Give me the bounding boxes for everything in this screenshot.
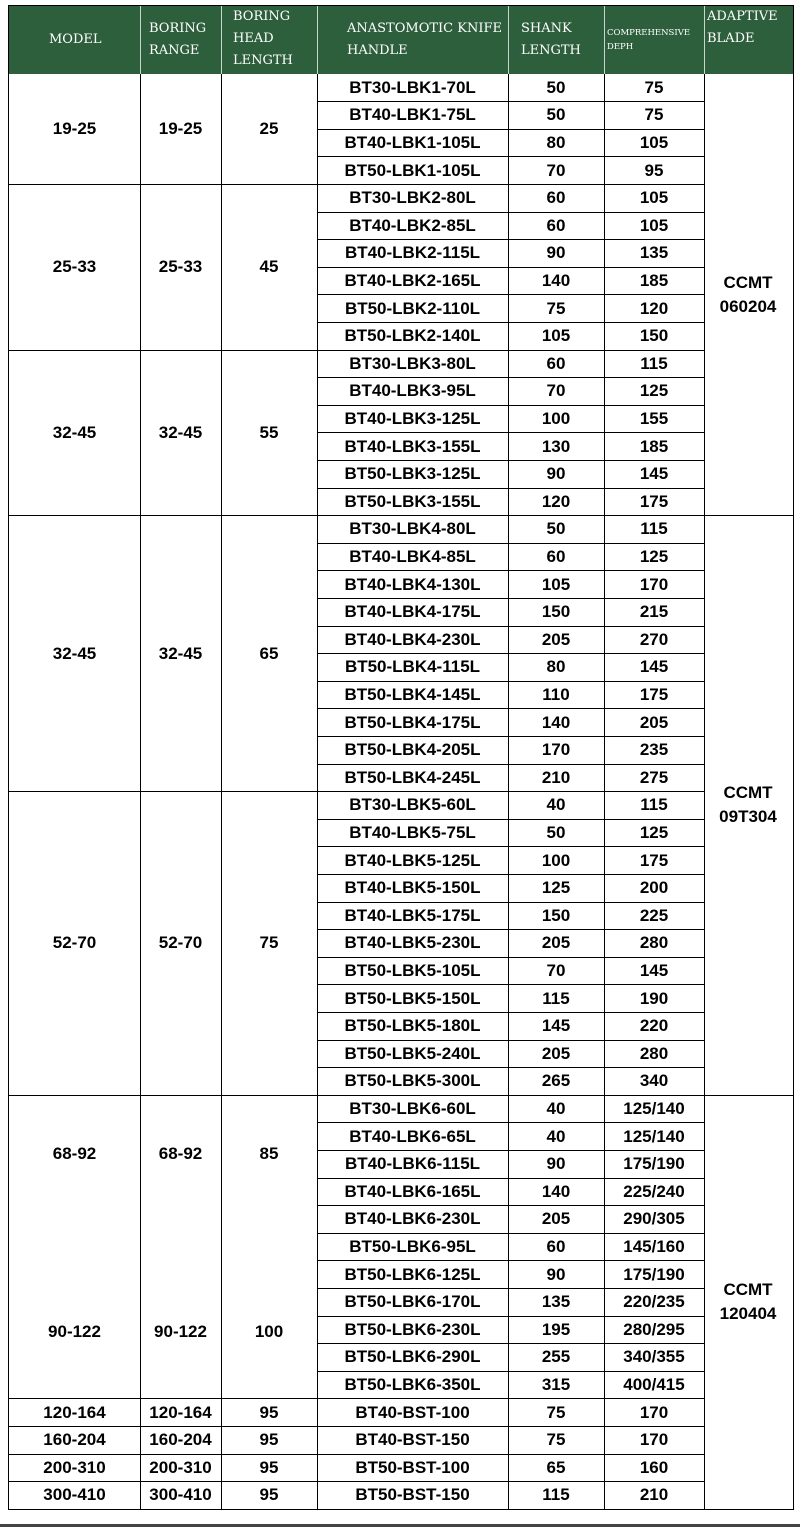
- knife-handle-cell: BT40-LBK3-155L: [344, 436, 481, 456]
- depth-cell: 150: [639, 326, 669, 346]
- knife-handle-cell: BT30-LBK1-70L: [349, 77, 476, 97]
- knife-handle-cell: BT50-BST-150: [355, 1485, 470, 1505]
- shank-length-cell: 70: [546, 961, 566, 980]
- column-divider: [140, 74, 141, 1509]
- model-cell: 52-70: [52, 933, 97, 953]
- knife-handle-cell: BT50-LBK5-105L: [344, 961, 481, 980]
- shank-length-cell: 60: [546, 188, 566, 208]
- knife-handle-cell: BT40-LBK6-65L: [349, 1126, 476, 1146]
- boring-range-cell: 160-204: [149, 1430, 212, 1450]
- knife-handle-cell: BT40-LBK3-125L: [344, 409, 481, 428]
- shank-length-cell: 150: [541, 905, 571, 925]
- row-divider: [317, 764, 704, 765]
- depth-cell: 175: [639, 850, 669, 870]
- column-divider: [508, 74, 509, 1509]
- knife-handle-cell: BT40-LBK6-115L: [344, 1154, 481, 1174]
- knife-handle-cell: BT40-LBK6-165L: [344, 1181, 481, 1201]
- knife-handle-cell: BT40-LBK5-230L: [344, 933, 481, 953]
- shank-length-cell: 80: [546, 133, 566, 152]
- depth-cell: 95: [644, 160, 664, 180]
- depth-cell: 280/295: [623, 1319, 685, 1339]
- row-divider: [317, 267, 704, 268]
- head-length-cell: 95: [259, 1430, 279, 1450]
- depth-cell: 145: [639, 657, 669, 677]
- head-length-cell: 85: [259, 1144, 279, 1164]
- shank-length-cell: 105: [541, 574, 571, 594]
- shank-length-cell: 50: [546, 77, 566, 97]
- shank-length-cell: 120: [541, 491, 571, 511]
- knife-handle-cell: BT50-LBK6-290L: [344, 1347, 481, 1367]
- depth-cell: 105: [639, 215, 669, 235]
- knife-handle-cell: BT50-LBK3-155L: [344, 491, 481, 511]
- depth-cell: 175/190: [623, 1264, 685, 1284]
- knife-handle-cell: BT40-BST-100: [355, 1402, 470, 1422]
- shank-length-cell: 40: [546, 1099, 566, 1118]
- depth-cell: 145: [639, 961, 669, 980]
- blade-code-line2: 09T304: [719, 807, 777, 827]
- depth-cell: 290/305: [623, 1209, 685, 1229]
- depth-cell: 125/140: [623, 1099, 685, 1118]
- model-cell: 68-92: [52, 1144, 97, 1164]
- knife-handle-cell: BT40-LBK5-150L: [344, 878, 481, 898]
- row-divider: [317, 1371, 704, 1372]
- boring-range-cell: 90-122: [154, 1322, 207, 1342]
- model-cell: 300-410: [43, 1485, 106, 1505]
- depth-cell: 235: [639, 740, 669, 760]
- table-header: [9, 6, 793, 74]
- shank-length-cell: 50: [546, 519, 566, 539]
- knife-handle-cell: BT50-LBK6-125L: [344, 1264, 481, 1284]
- shank-length-cell: 315: [541, 1375, 571, 1394]
- header-divider: [317, 6, 318, 74]
- shank-length-cell: 145: [541, 1016, 571, 1036]
- knife-handle-cell: BT40-BST-150: [355, 1430, 470, 1450]
- depth-cell: 210: [639, 1485, 669, 1505]
- shank-length-cell: 140: [541, 712, 571, 732]
- shank-length-cell: 70: [546, 381, 566, 401]
- blade-code-line2: 120404: [719, 1304, 777, 1324]
- row-divider: [317, 1150, 704, 1151]
- header-boring-range: BORING RANGE: [149, 21, 207, 58]
- shank-length-cell: 65: [546, 1457, 566, 1477]
- shank-length-cell: 90: [546, 243, 566, 263]
- row-divider: [317, 681, 704, 682]
- row-divider: [317, 488, 704, 489]
- row-divider: [704, 1095, 793, 1096]
- header-divider: [508, 6, 509, 74]
- row-divider: [317, 1178, 704, 1179]
- row-divider: [317, 570, 704, 571]
- depth-cell: 135: [639, 243, 669, 263]
- boring-range-cell: 120-164: [149, 1402, 212, 1422]
- model-cell: 200-310: [43, 1457, 106, 1477]
- depth-cell: 220: [639, 1016, 669, 1036]
- depth-cell: 155: [639, 409, 669, 428]
- shank-length-cell: 60: [546, 353, 566, 373]
- shank-length-cell: 90: [546, 464, 566, 484]
- knife-handle-cell: BT50-BST-100: [355, 1457, 470, 1477]
- depth-cell: 205: [639, 712, 669, 732]
- shank-length-cell: 110: [542, 685, 570, 704]
- header-depth: COMPREHENSIVE DEPH: [607, 28, 691, 52]
- knife-handle-cell: BT50-LBK5-300L: [344, 1071, 481, 1091]
- knife-handle-cell: BT40-LBK2-85L: [349, 215, 476, 235]
- depth-cell: 105: [639, 188, 669, 208]
- head-length-cell: 95: [259, 1485, 279, 1505]
- shank-length-cell: 140: [541, 1181, 571, 1201]
- knife-handle-cell: BT50-LBK2-110L: [344, 298, 481, 318]
- boring-range-cell: 32-45: [158, 643, 203, 663]
- knife-handle-cell: BT50-LBK6-170L: [344, 1292, 481, 1312]
- knife-handle-cell: BT40-LBK5-175L: [344, 905, 481, 925]
- shank-length-cell: 50: [546, 105, 566, 125]
- depth-cell: 75: [644, 77, 664, 97]
- row-divider: [317, 598, 704, 599]
- model-cell: 32-45: [52, 422, 97, 442]
- row-divider: [317, 902, 704, 903]
- shank-length-cell: 105: [541, 326, 571, 346]
- knife-handle-cell: BT50-LBK5-240L: [344, 1043, 481, 1063]
- header-model: MODEL: [49, 32, 102, 47]
- knife-handle-cell: BT30-LBK5-60L: [349, 795, 476, 815]
- header-boring-head-length: BORING HEAD LENGTH: [233, 9, 293, 68]
- shank-length-cell: 50: [546, 823, 566, 842]
- shank-length-cell: 75: [546, 1402, 566, 1422]
- knife-handle-cell: BT50-LBK5-150L: [344, 988, 481, 1008]
- blade-code-line2: 060204: [719, 296, 777, 316]
- depth-cell: 160: [639, 1457, 669, 1477]
- knife-handle-cell: BT50-LBK6-350L: [344, 1375, 481, 1394]
- row-divider: [317, 1122, 704, 1123]
- boring-range-cell: 32-45: [158, 422, 203, 442]
- knife-handle-cell: BT50-LBK1-105L: [344, 160, 481, 180]
- row-divider: [317, 984, 704, 985]
- depth-cell: 125: [639, 547, 669, 566]
- knife-handle-cell: BT50-LBK4-175L: [344, 712, 481, 732]
- boring-range-cell: 52-70: [158, 933, 203, 953]
- knife-handle-cell: BT40-LBK4-230L: [344, 629, 481, 649]
- knife-handle-cell: BT50-LBK4-205L: [344, 740, 481, 760]
- depth-cell: 400/415: [623, 1375, 685, 1394]
- depth-cell: 185: [639, 436, 669, 456]
- shank-length-cell: 100: [541, 409, 571, 428]
- shank-length-cell: 205: [541, 1209, 571, 1229]
- shank-length-cell: 205: [541, 629, 571, 649]
- page-bottom-rule: [0, 1524, 800, 1527]
- shank-length-cell: 40: [546, 1126, 566, 1146]
- knife-handle-cell: BT50-LBK6-230L: [344, 1319, 481, 1339]
- shank-length-cell: 265: [541, 1071, 571, 1091]
- knife-handle-cell: BT40-LBK2-115L: [344, 243, 481, 263]
- shank-length-cell: 130: [541, 436, 571, 456]
- head-length-cell: 65: [259, 643, 279, 663]
- depth-cell: 270: [639, 629, 669, 649]
- depth-cell: 145: [639, 464, 669, 484]
- row-divider: [704, 515, 793, 516]
- row-divider: [317, 322, 704, 323]
- shank-length-cell: 80: [546, 657, 566, 677]
- header-adaptive-blade: ADAPTIVE BLADE: [707, 9, 778, 46]
- knife-handle-cell: BT50-LBK4-115L: [344, 657, 481, 677]
- row-divider: [317, 212, 704, 213]
- shank-length-cell: 60: [546, 547, 566, 566]
- knife-handle-cell: BT50-LBK2-140L: [344, 326, 481, 346]
- model-cell: 120-164: [43, 1402, 106, 1422]
- row-divider: [317, 1067, 704, 1068]
- head-length-cell: 25: [259, 119, 279, 139]
- boring-range-cell: 300-410: [149, 1485, 212, 1505]
- model-cell: 19-25: [52, 119, 97, 139]
- row-divider: [317, 1233, 704, 1234]
- row-divider: [317, 874, 704, 875]
- depth-cell: 190: [639, 988, 669, 1008]
- knife-handle-cell: BT50-LBK4-145L: [344, 685, 481, 704]
- knife-handle-cell: BT50-LBK4-245L: [344, 767, 481, 787]
- header-divider: [604, 6, 605, 74]
- depth-cell: 170: [639, 1402, 669, 1422]
- head-length-cell: 75: [259, 933, 279, 953]
- row-divider: [317, 377, 704, 378]
- row-divider: [317, 957, 704, 958]
- shank-length-cell: 135: [541, 1292, 571, 1312]
- head-length-cell: 45: [259, 257, 279, 277]
- shank-length-cell: 205: [541, 933, 571, 953]
- shank-length-cell: 100: [541, 850, 571, 870]
- knife-handle-cell: BT40-LBK1-105L: [344, 133, 481, 152]
- row-divider: [317, 405, 704, 406]
- knife-handle-cell: BT30-LBK4-80L: [349, 519, 476, 539]
- knife-handle-cell: BT40-LBK4-175L: [344, 602, 481, 622]
- depth-cell: 185: [639, 271, 669, 290]
- row-divider: [317, 1012, 704, 1013]
- depth-cell: 145/160: [623, 1237, 685, 1256]
- depth-cell: 340: [639, 1071, 669, 1091]
- depth-cell: 170: [639, 574, 669, 594]
- depth-cell: 115: [640, 519, 668, 539]
- boring-range-cell: 25-33: [158, 257, 203, 277]
- column-divider: [317, 74, 318, 1509]
- row-divider: [317, 819, 704, 820]
- model-cell: 90-122: [48, 1322, 101, 1342]
- model-cell: 160-204: [43, 1430, 106, 1450]
- knife-handle-cell: BT30-LBK2-80L: [349, 188, 476, 208]
- knife-handle-cell: BT50-LBK5-180L: [344, 1016, 481, 1036]
- blade-code-line1: CCMT: [723, 272, 773, 292]
- shank-length-cell: 75: [546, 1430, 566, 1450]
- depth-cell: 175/190: [623, 1154, 685, 1174]
- knife-handle-cell: BT30-LBK3-80L: [349, 353, 476, 373]
- knife-handle-cell: BT40-LBK6-230L: [344, 1209, 481, 1229]
- knife-handle-cell: BT40-LBK5-75L: [349, 823, 476, 842]
- shank-length-cell: 90: [546, 1154, 566, 1174]
- shank-length-cell: 115: [542, 1485, 570, 1505]
- head-length-cell: 95: [259, 1457, 279, 1477]
- shank-length-cell: 75: [546, 298, 566, 318]
- row-divider: [317, 653, 704, 654]
- column-divider: [604, 74, 605, 1509]
- header-divider: [140, 6, 141, 74]
- boring-range-cell: 68-92: [158, 1144, 203, 1164]
- knife-handle-cell: BT40-LBK2-165L: [344, 271, 481, 290]
- row-divider: [317, 1040, 704, 1041]
- blade-code-line1: CCMT: [723, 783, 773, 803]
- row-divider: [317, 1343, 704, 1344]
- shank-length-cell: 195: [541, 1319, 571, 1339]
- shank-length-cell: 150: [541, 602, 571, 622]
- shank-length-cell: 205: [541, 1043, 571, 1063]
- knife-handle-cell: BT40-LBK5-125L: [344, 850, 481, 870]
- knife-handle-cell: BT40-LBK4-130L: [344, 574, 481, 594]
- depth-cell: 120: [639, 298, 669, 318]
- adaptive-blade-cell: [704, 1278, 792, 1326]
- depth-cell: 225: [639, 905, 669, 925]
- depth-cell: 125/140: [623, 1126, 685, 1146]
- row-divider: [317, 929, 704, 930]
- shank-length-cell: 70: [546, 160, 566, 180]
- row-divider: [317, 460, 704, 461]
- depth-cell: 115: [640, 795, 668, 815]
- depth-cell: 215: [639, 602, 669, 622]
- knife-handle-cell: BT40-LBK1-75L: [349, 105, 476, 125]
- knife-handle-cell: BT30-LBK6-60L: [349, 1099, 476, 1118]
- row-divider: [317, 294, 704, 295]
- row-divider: [317, 156, 704, 157]
- depth-cell: 115: [640, 353, 668, 373]
- shank-length-cell: 140: [541, 271, 571, 290]
- row-divider: [317, 129, 704, 130]
- row-divider: [317, 101, 704, 102]
- shank-length-cell: 125: [541, 878, 571, 898]
- column-divider: [221, 74, 222, 1509]
- row-divider: [317, 1260, 704, 1261]
- knife-handle-cell: BT40-LBK4-85L: [349, 547, 476, 566]
- shank-length-cell: 40: [546, 795, 566, 815]
- depth-cell: 175: [639, 491, 669, 511]
- depth-cell: 280: [639, 1043, 669, 1063]
- row-divider: [317, 736, 704, 737]
- head-length-cell: 95: [259, 1402, 279, 1422]
- row-divider: [317, 1288, 704, 1289]
- header-knife-handle: ANASTOMOTIC KNIFE HANDLE: [347, 21, 502, 58]
- knife-handle-cell: BT50-LBK3-125L: [344, 464, 481, 484]
- boring-range-cell: 200-310: [149, 1457, 212, 1477]
- depth-cell: 105: [639, 133, 669, 152]
- header-divider: [704, 6, 705, 74]
- row-divider: [317, 543, 704, 544]
- row-divider: [317, 239, 704, 240]
- shank-length-cell: 170: [541, 740, 571, 760]
- row-divider: [317, 708, 704, 709]
- row-divider: [317, 1316, 704, 1317]
- depth-cell: 170: [639, 1430, 669, 1450]
- adaptive-blade-cell: [704, 271, 792, 319]
- knife-handle-cell: BT40-LBK3-95L: [349, 381, 476, 401]
- head-length-cell: 100: [254, 1322, 284, 1342]
- depth-cell: 75: [644, 105, 664, 125]
- shank-length-cell: 115: [542, 988, 570, 1008]
- depth-cell: 175: [639, 685, 669, 704]
- row-divider: [317, 432, 704, 433]
- depth-cell: 280: [639, 933, 669, 953]
- row-divider: [317, 1205, 704, 1206]
- spec-table: [8, 5, 794, 1510]
- head-length-cell: 55: [259, 422, 279, 442]
- header-divider: [221, 6, 222, 74]
- model-cell: 32-45: [52, 643, 97, 663]
- shank-length-cell: 60: [546, 215, 566, 235]
- knife-handle-cell: BT50-LBK6-95L: [349, 1237, 476, 1256]
- depth-cell: 275: [639, 767, 669, 787]
- depth-cell: 200: [639, 878, 669, 898]
- shank-length-cell: 90: [546, 1264, 566, 1284]
- model-cell: 25-33: [52, 257, 97, 277]
- boring-range-cell: 19-25: [158, 119, 203, 139]
- header-shank-length: SHANK LENGTH: [521, 21, 581, 58]
- depth-cell: 340/355: [623, 1347, 685, 1367]
- shank-length-cell: 60: [546, 1237, 566, 1256]
- row-divider: [317, 846, 704, 847]
- depth-cell: 225/240: [623, 1181, 685, 1201]
- shank-length-cell: 255: [541, 1347, 571, 1367]
- shank-length-cell: 210: [541, 767, 571, 787]
- row-divider: [317, 626, 704, 627]
- depth-cell: 125: [639, 823, 669, 842]
- depth-cell: 125: [639, 381, 669, 401]
- adaptive-blade-cell: [704, 781, 792, 829]
- depth-cell: 220/235: [623, 1292, 685, 1312]
- blade-code-line1: CCMT: [723, 1280, 773, 1300]
